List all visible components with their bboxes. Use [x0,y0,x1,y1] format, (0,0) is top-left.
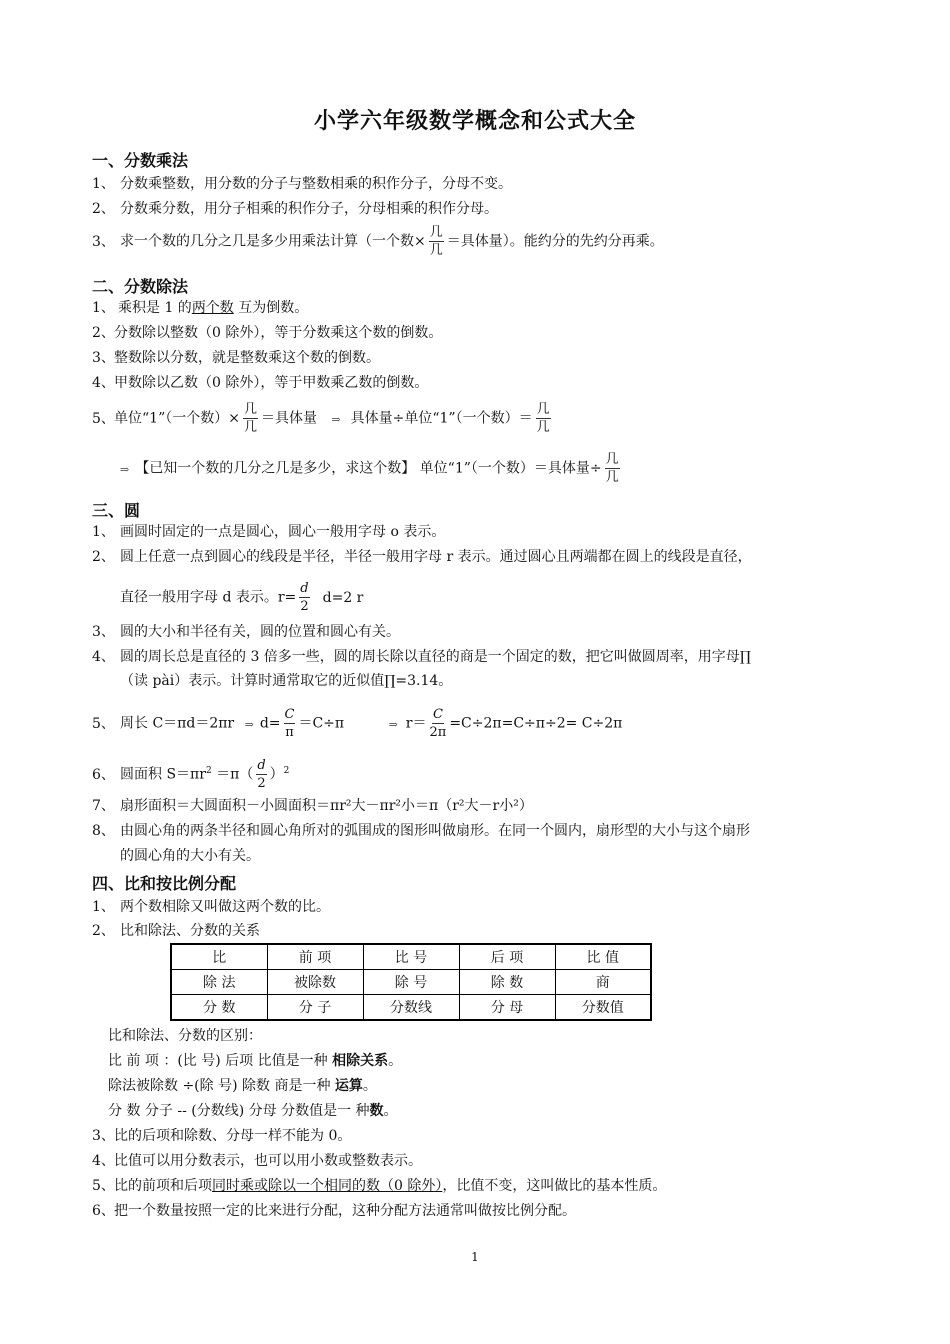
fraction: $\frac{C}{2\pi}$ [429,707,447,740]
ratio-relation-table [170,943,652,1021]
table-cell: 比 号 [363,944,459,970]
difference-line: 分 数 分子 -- (分数线) 分母 分数值是一 种数。 [108,1103,398,1119]
table-cell: 比 [171,944,267,970]
table-cell: 后 项 [459,944,555,970]
list-item-continuation: ⇒ 【已知一个数的几分之几是多少，求这个数】 单位“1”（一个数）＝具体量÷ $\frac{\text{几}}{\text{几}}$ [120,452,619,485]
fraction: $\frac{C}{\pi}$ [284,707,295,740]
table-cell: 分数线 [363,995,459,1021]
section-heading-fraction-division: 二、分数除法 [92,277,189,296]
fraction: $\frac{\text{几}}{\text{几}}$ [605,452,619,485]
list-item: 5、 周长 C＝πd＝2πr ⇒ d= $\frac{C}{\pi}$ ＝C÷π ⇒ r＝ $\frac{C}{2\pi}$ =C÷2π=C÷π÷2= C÷2π [92,707,623,740]
list-item: 2、 分数乘分数，用分子相乘的积作分子，分母相乘的积作分母。 [92,201,498,217]
fraction: $\frac{\text{几}}{\text{几}}$ [429,225,443,258]
table-row [171,970,651,995]
list-item: 6、把一个数量按照一定的比来进行分配，这种分配方法通常叫做按比例分配。 [92,1203,576,1219]
list-item: 1、 乘积是 1 的两个数 互为倒数。 [92,300,309,316]
implies-icon: ⇒ [244,717,254,731]
fraction: $\frac{\text{几}}{\text{几}}$ [243,402,257,435]
table-row [171,995,651,1021]
difference-line: 比 前 项 ：(比 号) 后项 比值是一种 相除关系。 [108,1053,403,1069]
list-item: 7、 扇形面积＝大圆面积－小圆面积＝πr²大－πr²小＝π（r²大－r小²） [92,798,533,814]
fraction: $\frac{d}{2}$ [257,758,266,791]
list-item: 2、 圆上任意一点到圆心的线段是半径，半径一般用字母 r 表示。通过圆心且两端都在圆上的线段是直径， [92,549,752,565]
table-cell: 商 [555,970,651,995]
list-item: 1、 分数乘整数，用分数的分子与整数相乘的积作分子，分母不变。 [92,176,512,192]
table-cell: 被除数 [267,970,363,995]
table-cell: 除 法 [171,970,267,995]
list-item: 3、整数除以分数，就是整数乘这个数的倒数。 [92,350,380,366]
implies-icon: ⇒ [120,462,130,476]
list-item: 1、 两个数相除又叫做这两个数的比。 [92,899,330,915]
list-item: 3、 求一个数的几分之几是多少用乘法计算（一个数× $\frac{\text{几}}{\text{几}}$ ＝具体量）。能约分的先约分再乘。 [92,225,664,258]
list-item: 2、分数除以整数（0 除外），等于分数乘这个数的倒数。 [92,325,443,341]
table-cell: 除 号 [363,970,459,995]
list-item-continuation: 的圆心角的大小有关。 [120,848,260,864]
list-item: 4、 圆的周长总是直径的 3 倍多一些，圆的周长除以直径的商是一个固定的数，把它叫做圆周率，用字母∏ [92,649,751,665]
table-cell: 除 数 [459,970,555,995]
list-item: 8、 由圆心角的两条半径和圆心角所对的弧围成的图形叫做扇形。在同一个圆内，扇形型的大小与这个扇形 [92,823,750,839]
table-cell: 分 数 [171,995,267,1021]
list-item: 5、单位“1”（一个数）× $\frac{\text{几}}{\text{几}}$ ＝具体量 ⇒ 具体量÷单位“1”（一个数）＝ $\frac{\text{几}}{\text{几}}$ [92,402,550,435]
list-item: 4、比值可以用分数表示，也可以用小数或整数表示。 [92,1153,422,1169]
difference-line: 除法被除数 ÷(除 号) 除数 商是一种 运算。 [108,1078,377,1094]
table-row [171,944,651,970]
list-item: 1、 画圆时固定的一点是圆心，圆心一般用字母 o 表示。 [92,524,446,540]
table-cell: 分 母 [459,995,555,1021]
table-cell: 前 项 [267,944,363,970]
list-item-continuation: （读 pài）表示。计算时通常取它的近似值∏=3.14。 [120,673,453,689]
section-heading-fraction-multiplication: 一、分数乘法 [92,151,189,170]
list-item: 4、甲数除以乙数（0 除外），等于甲数乘乙数的倒数。 [92,375,429,391]
fraction: $\frac{d}{2}$ [300,581,309,614]
implies-icon: ⇒ [388,717,398,731]
list-item: 3、 圆的大小和半径有关，圆的位置和圆心有关。 [92,624,400,640]
list-item: 2、 比和除法、分数的关系 [92,923,260,939]
list-item: 3、比的后项和除数、分母一样不能为 0。 [92,1128,352,1144]
page-number: 1 [471,1250,479,1264]
section-heading-ratio: 四、比和按比例分配 [92,874,237,893]
list-item: 5、比的前项和后项同时乘或除以一个相同的数（0 除外），比值不变，这叫做比的基本性质。 [92,1178,667,1194]
table-cell: 分数值 [555,995,651,1021]
list-item-continuation: 直径一般用字母 d 表示。r= $\frac{d}{2}$ d=2 r [120,581,364,614]
section-heading-circle: 三、圆 [92,501,141,520]
list-item: 6、 圆面积 $S=\pi r^2 =\pi$（ $\frac{d}{2}$ ）$^2$ [92,758,290,791]
difference-title: 比和除法、分数的区别： [108,1028,262,1044]
implies-icon: ⇒ [331,412,341,426]
fraction: $\frac{\text{几}}{\text{几}}$ [536,402,550,435]
table-cell: 分 子 [267,995,363,1021]
table-cell: 比 值 [555,944,651,970]
page-title: 小学六年级数学概念和公式大全 [313,109,636,134]
